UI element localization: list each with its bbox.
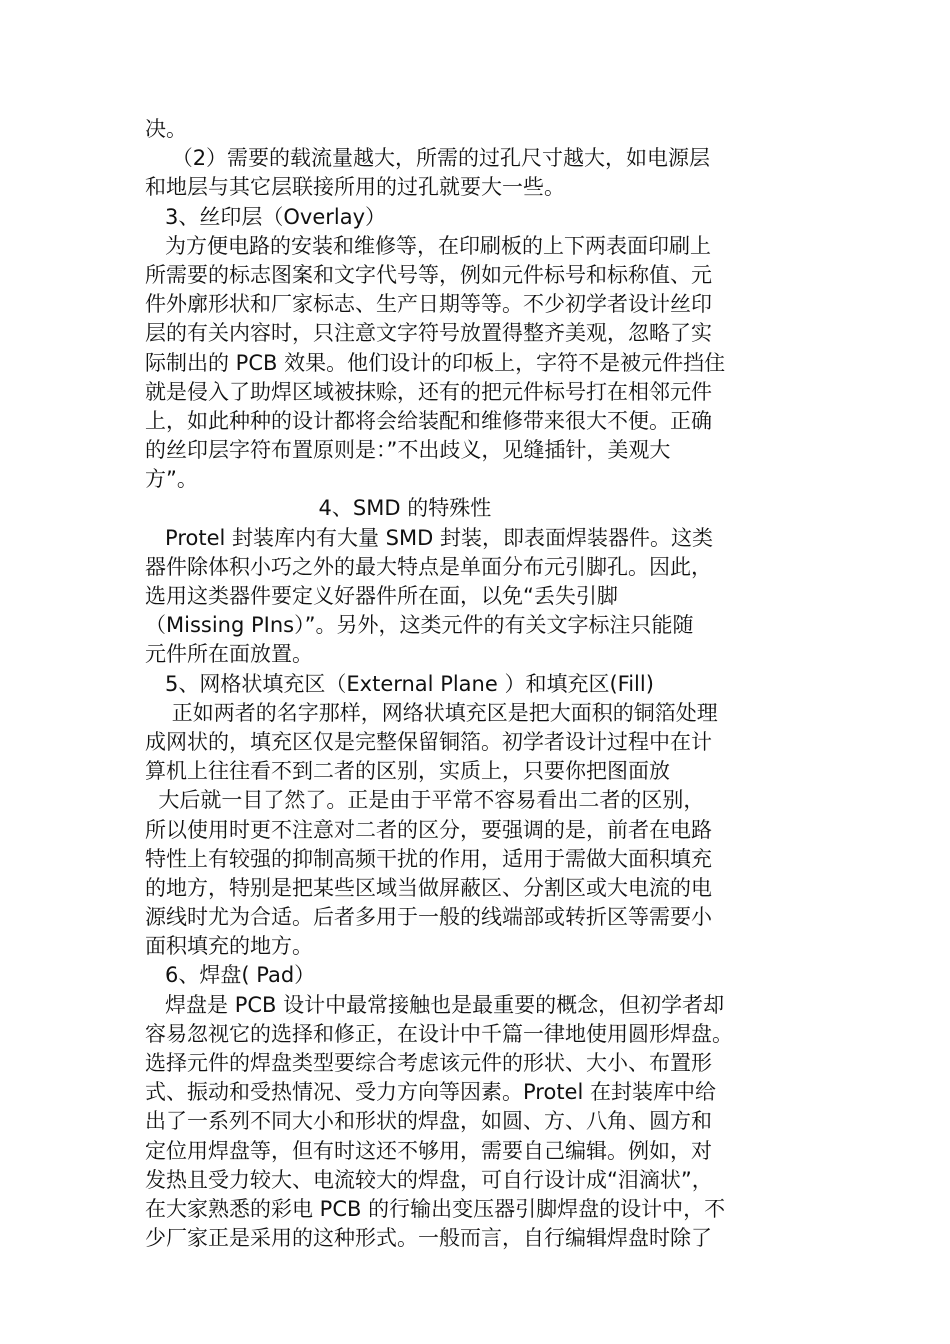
- section-heading: 4、SMD 的特殊性: [145, 496, 492, 521]
- section-heading: 3、丝印层（Overlay）: [145, 204, 387, 229]
- text-line: 大后就一目了然了。正是由于平常不容易看出二者的区别，: [145, 788, 705, 813]
- text-line: 定位用焊盘等，但有时这还不够用，需要自己编辑。例如，对: [145, 1138, 712, 1163]
- text-line: 选用这类器件要定义好器件所在面，以免“丢失引脚: [145, 584, 618, 608]
- text-line: 所需要的标志图案和文字代号等，例如元件标号和标称值、元: [145, 262, 712, 287]
- text-line: 发热且受力较大、电流较大的焊盘，可自行设计成“泪滴状”，: [145, 1167, 713, 1192]
- text-line: 为方便电路的安装和维修等，在印刷板的上下两表面印刷上: [145, 233, 712, 258]
- text-line: （2）需要的载流量越大，所需的过孔尺寸越大，如电源层: [145, 146, 711, 171]
- text-line: 上，如此种种的设计都将会给装配和维修带来很大不便。正确: [145, 408, 712, 433]
- text-line: 特性上有较强的抑制高频干扰的作用，适用于需做大面积填充: [145, 846, 712, 871]
- text-line: 源线时尤为合适。后者多用于一般的线端部或转折区等需要小: [145, 905, 712, 930]
- text-line: 算机上往往看不到二者的区别，实质上，只要你把图面放: [145, 759, 670, 784]
- text-line: 面积填充的地方。: [145, 934, 313, 959]
- text-line: Protel 封装库内有大量 SMD 封装，即表面焊装器件。这类: [145, 525, 713, 550]
- section-heading: 5、网格状填充区（External Plane ）和填充区(Fill): [145, 671, 654, 696]
- text-line: 正如两者的名字那样，网络状填充区是把大面积的铜箔处理: [145, 700, 718, 725]
- text-line: 层的有关内容时，只注意文字符号放置得整齐美观，忽略了实: [145, 321, 712, 346]
- text-line: 方”。: [145, 467, 198, 492]
- text-line: 器件除体积小巧之外的最大特点是单面分布元引脚孔。因此，: [145, 554, 712, 579]
- text-line: 式、振动和受热情况、受力方向等因素。Protel 在封装库中给: [145, 1080, 716, 1105]
- document-body: [145, 115, 815, 1253]
- text-line: 容易忽视它的选择和修正，在设计中千篇一律地使用圆形焊盘。: [145, 1021, 733, 1046]
- text-line: 的丝印层字符布置原则是：”不出歧义，见缝插针，美观大: [145, 438, 671, 463]
- text-line: 就是侵入了助焊区域被抹赊，还有的把元件标号打在相邻元件: [145, 379, 712, 404]
- text-line: 选择元件的焊盘类型要综合考虑该元件的形状、大小、布置形: [145, 1051, 712, 1075]
- section-heading: 6、焊盘( Pad）: [145, 963, 316, 988]
- text-line: 决。: [145, 117, 187, 141]
- text-line: 焊盘是 PCB 设计中最常接触也是最重要的概念，但初学者却: [145, 992, 725, 1017]
- text-line: 和地层与其它层联接所用的过孔就要大一些。: [145, 175, 565, 200]
- text-line: 出了一系列不同大小和形状的焊盘，如圆、方、八角、圆方和: [145, 1109, 712, 1134]
- text-line: 际制出的 PCB 效果。他们设计的印板上，字符不是被元件挡住: [145, 350, 726, 375]
- text-line: 在大家熟悉的彩电 PCB 的行输出变压器引脚焊盘的设计中，不: [145, 1196, 726, 1221]
- text-line: （Missing PIns）”。另外，这类元件的有关文字标注只能随: [145, 613, 694, 638]
- text-line: 件外廓形状和厂家标志、生产日期等等。不少初学者设计丝印: [145, 292, 712, 317]
- text-line: 所以使用时更不注意对二者的区分，要强调的是，前者在电路: [145, 817, 712, 842]
- text-line: 元件所在面放置。: [145, 642, 313, 667]
- text-line: 的地方，特别是把某些区域当做屏蔽区、分割区或大电流的电: [145, 875, 712, 900]
- text-line: 成网状的，填充区仅是完整保留铜箔。初学者设计过程中在计: [145, 729, 712, 754]
- text-line: 少厂家正是采用的这种形式。一般而言，自行编辑焊盘时除了: [145, 1226, 712, 1251]
